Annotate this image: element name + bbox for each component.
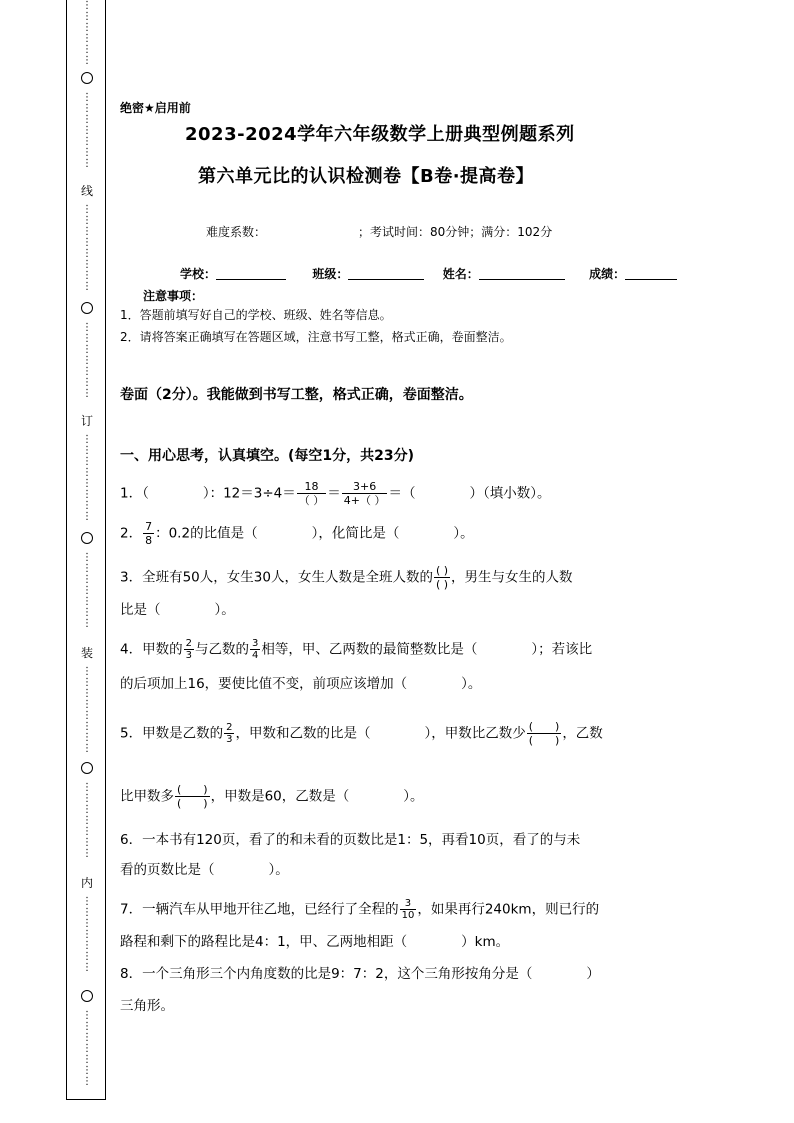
q7-text: 7．一辆汽车从甲地开往乙地，已经行了全程的 <box>120 901 399 918</box>
question-8: 8．一个三角形三个内角度数的比是9：7：2，这个三角形按角分是（ ） <box>120 966 600 982</box>
q5-text: ，甲数和乙数的比是（ ），甲数比乙数少 <box>235 725 526 742</box>
section-heading: 一、用心思考，认真填空。(每空1分，共23分) <box>120 448 415 464</box>
dotted-line: ⋮ ⋮ ⋮ ⋮ ⋮ ⋮ <box>82 0 92 66</box>
q7-text: ，如果再行240km，则已行的 <box>417 901 600 918</box>
q2-text: ：0.2的比值是（ ），化简比是（ ）。 <box>155 525 474 542</box>
q5-text: 比甲数多 <box>120 788 174 805</box>
question-3 <box>120 564 573 591</box>
q5-text: ，乙数 <box>562 725 603 742</box>
dotted-line: ⋮ ⋮ ⋮ ⋮ ⋮ ⋮ ⋮ ⋮ <box>82 434 92 522</box>
question-5 <box>120 720 603 747</box>
fraction: $\frac{3}{10}$ <box>401 898 415 921</box>
page-subtitle: 第六单元比的认识检测卷【B卷·提高卷】 <box>198 166 535 187</box>
dotted-line: ⋮ ⋮ ⋮ ⋮ ⋮ ⋮ ⋮ <box>82 322 92 399</box>
time-score-info: ；考试时间：80分钟；满分：102分 <box>358 225 553 239</box>
question-6: 6．一本书有120页，看了的和未看的页数比是1：5，再看10页，看了的与未 <box>120 832 581 848</box>
school-label: 学校： <box>180 267 217 281</box>
binding-label-zhuang: 装 <box>80 646 93 660</box>
question-3-line2: 比是（ ）。 <box>120 602 235 618</box>
fraction: $\frac{( )}{( )}$ <box>435 564 449 591</box>
fraction: $\frac{18}{( )}$ <box>298 480 325 507</box>
binding-label-xian: 线 <box>80 184 93 198</box>
exam-meta <box>206 223 552 240</box>
q3-text: ，男生与女生的人数 <box>451 569 573 586</box>
question-1 <box>120 480 550 507</box>
binding-label-ding: 订 <box>80 414 93 428</box>
score-label: 成绩： <box>589 267 626 281</box>
fraction: $\frac{7}{8}$ <box>145 520 153 547</box>
q5-text: 5．甲数是乙数的 <box>120 725 224 742</box>
question-7 <box>120 898 599 921</box>
class-label: 班级： <box>312 267 349 281</box>
binding-strip <box>66 0 106 1100</box>
question-4-line2: 的后项加上16，要使比值不变，前项应该增加（ ）。 <box>120 676 482 692</box>
q3-text: 3．全班有50人，女生30人，女生人数是全班人数的 <box>120 569 433 586</box>
circle-mark <box>81 990 93 1002</box>
question-7-line2: 路程和剩下的路程比是4：1，甲、乙两地相距（ ）km。 <box>120 934 510 950</box>
fraction: $\frac{( )}{( )}$ <box>177 783 208 810</box>
name-label: 姓名： <box>442 267 479 281</box>
dotted-line: ⋮ ⋮ ⋮ ⋮ ⋮ ⋮ ⋮ ⋮ <box>82 666 92 754</box>
q4-text: 相等，甲、乙两数的最简整数比是（ ）；若该比 <box>261 641 593 658</box>
circle-mark <box>81 762 93 774</box>
student-info-line <box>180 265 677 282</box>
neatness-statement: 卷面（2分）。我能做到书写工整，格式正确，卷面整洁。 <box>120 387 473 403</box>
question-4 <box>120 638 592 661</box>
notice-item: 1．答题前填写好自己的学校、班级、姓名等信息。 <box>120 308 392 322</box>
question-8-line2: 三角形。 <box>120 998 174 1014</box>
dotted-line: ⋮ ⋮ ⋮ ⋮ ⋮ ⋮ ⋮ <box>82 1010 92 1087</box>
fraction: $\frac{3+6}{4+( )}$ <box>343 480 386 507</box>
difficulty-label: 难度系数： <box>206 225 267 239</box>
fraction: $\frac{( )}{( )}$ <box>528 720 560 747</box>
q2-text: 2． <box>120 525 143 542</box>
question-2 <box>120 520 474 547</box>
circle-mark <box>81 302 93 314</box>
score-field[interactable] <box>625 268 677 280</box>
notice-item: 2．请将答案正确填写在答题区域，注意书写工整，格式正确，卷面整洁。 <box>120 330 512 344</box>
fraction: $\frac{2}{3}$ <box>226 722 233 745</box>
question-6-line2: 看的页数比是（ ）。 <box>120 862 289 878</box>
fraction: $\frac{3}{4}$ <box>251 638 259 661</box>
circle-mark <box>81 72 93 84</box>
q1-equals: ＝ <box>327 485 341 502</box>
dotted-line: ⋮ ⋮ ⋮ ⋮ ⋮ ⋮ ⋮ <box>82 782 92 859</box>
dotted-line: ⋮ ⋮ ⋮ ⋮ ⋮ ⋮ ⋮ <box>82 552 92 629</box>
notice-title: 注意事项： <box>143 289 204 303</box>
dotted-line: ⋮ ⋮ ⋮ ⋮ ⋮ ⋮ ⋮ <box>82 92 92 169</box>
binding-label-nei: 内 <box>80 876 93 890</box>
class-field[interactable] <box>348 268 424 280</box>
q1-text: 1．（ ）：12＝3÷4＝ <box>120 485 296 502</box>
school-field[interactable] <box>216 268 286 280</box>
fraction: $\frac{2}{3}$ <box>185 638 192 661</box>
q4-text: 4．甲数的 <box>120 641 183 658</box>
page-title: 2023-2024学年六年级数学上册典型例题系列 <box>185 124 575 145</box>
question-5-line2 <box>120 783 424 810</box>
dotted-line: ⋮ ⋮ ⋮ ⋮ ⋮ ⋮ ⋮ <box>82 896 92 973</box>
name-field[interactable] <box>479 268 565 280</box>
q1-text: ＝（ ）（填小数）。 <box>388 485 551 502</box>
q5-text: ，甲数是60，乙数是（ ）。 <box>210 788 424 805</box>
dotted-line: ⋮ ⋮ ⋮ ⋮ ⋮ ⋮ ⋮ ⋮ <box>82 204 92 292</box>
circle-mark <box>81 532 93 544</box>
q4-text: 与乙数的 <box>194 641 249 658</box>
confidential-label: 绝密★启用前 <box>120 101 191 115</box>
